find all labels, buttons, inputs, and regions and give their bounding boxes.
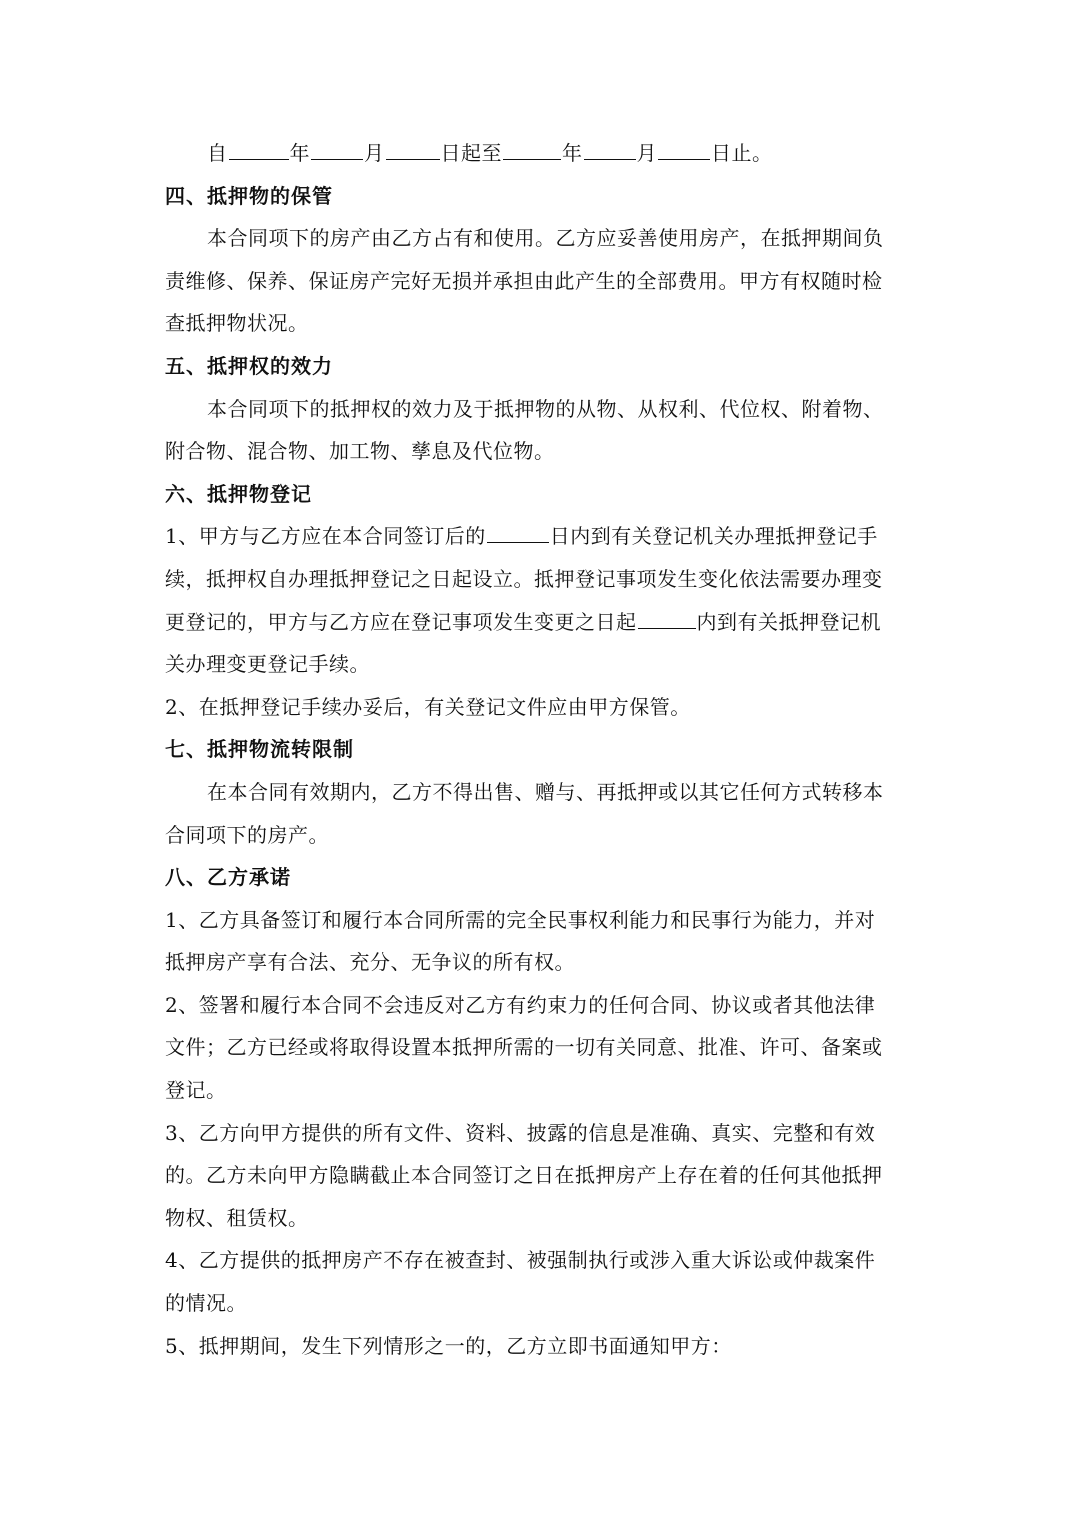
paragraph-line: 续，抵押权自办理抵押登记之日起设立。抵押登记事项发生变化依法需要办理变 bbox=[165, 566, 883, 591]
start-month-blank bbox=[311, 137, 363, 160]
paragraph-line: 抵押房产享有合法、充分、无争议的所有权。 bbox=[165, 950, 575, 975]
year-label: 年 bbox=[289, 141, 310, 165]
paragraph-line: 2、签署和履行本合同不会违反对乙方有约束力的任何合同、协议或者其他法律 bbox=[165, 992, 876, 1017]
date-from-label: 自 bbox=[207, 141, 228, 165]
end-year-blank bbox=[503, 137, 561, 160]
month-label: 月 bbox=[636, 141, 657, 165]
paragraph-line: 本合同项下的房产由乙方占有和使用。乙方应妥善使用房产，在抵押期间负 bbox=[207, 226, 884, 251]
paragraph-line bbox=[165, 601, 917, 644]
change-registration-text-a: 更登记的，甲方与乙方应在登记事项发生变更之日起 bbox=[165, 609, 637, 634]
day-to-label: 日止。 bbox=[711, 141, 773, 165]
paragraph-line: 查抵押物状况。 bbox=[165, 311, 309, 336]
registration-text-b: 日内到有关登记机关办理抵押登记手 bbox=[549, 524, 878, 549]
paragraph-line: 2、在抵押登记手续办妥后，有关登记文件应由甲方保管。 bbox=[165, 694, 691, 719]
paragraph-line: 关办理变更登记手续。 bbox=[165, 652, 370, 677]
section-heading-effect: 五、抵押权的效力 bbox=[165, 353, 333, 378]
month-label: 月 bbox=[364, 141, 385, 165]
registration-days-blank bbox=[487, 520, 549, 543]
paragraph-line: 的。乙方未向甲方隐瞒截止本合同签订之日在抵押房产上存在着的任何其他抵押 bbox=[165, 1163, 883, 1188]
paragraph-line: 合同项下的房产。 bbox=[165, 822, 329, 847]
paragraph-line: 的情况。 bbox=[165, 1291, 247, 1316]
day-from-label: 日起至 bbox=[440, 141, 502, 165]
change-registration-days-blank bbox=[638, 606, 696, 629]
paragraph-line bbox=[165, 515, 917, 558]
paragraph-line: 文件；乙方已经或将取得设置本抵押所需的一切有关同意、批准、许可、备案或 bbox=[165, 1035, 883, 1060]
end-day-blank bbox=[658, 137, 710, 160]
section-heading-party-b-commitments: 八、乙方承诺 bbox=[165, 865, 291, 890]
start-day-blank bbox=[386, 137, 440, 160]
paragraph-line: 在本合同有效期内，乙方不得出售、赠与、再抵押或以其它任何方式转移本 bbox=[207, 779, 884, 804]
paragraph-line: 1、乙方具备签订和履行本合同所需的完全民事权利能力和民事行为能力，并对 bbox=[165, 907, 876, 932]
paragraph-line: 本合同项下的抵押权的效力及于抵押物的从物、从权利、代位权、附着物、 bbox=[207, 396, 884, 421]
year-label: 年 bbox=[562, 141, 583, 165]
paragraph-line: 物权、租赁权。 bbox=[165, 1205, 309, 1230]
paragraph-line: 责维修、保养、保证房产完好无损并承担由此产生的全部费用。甲方有权随时检 bbox=[165, 268, 883, 293]
document-body bbox=[165, 132, 917, 1367]
change-registration-text-b: 内到有关抵押登记机 bbox=[696, 609, 881, 634]
section-heading-registration: 六、抵押物登记 bbox=[165, 481, 312, 506]
paragraph-line: 登记。 bbox=[165, 1078, 227, 1103]
end-month-blank bbox=[584, 137, 636, 160]
date-range-line bbox=[165, 132, 917, 175]
section-heading-transfer-restriction: 七、抵押物流转限制 bbox=[165, 737, 354, 762]
paragraph-line: 附合物、混合物、加工物、孳息及代位物。 bbox=[165, 439, 555, 464]
registration-text-a: 1、甲方与乙方应在本合同签订后的 bbox=[165, 524, 486, 549]
start-year-blank bbox=[229, 137, 289, 160]
paragraph-line: 5、抵押期间，发生下列情形之一的，乙方立即书面通知甲方： bbox=[165, 1333, 732, 1358]
paragraph-line: 4、乙方提供的抵押房产不存在被查封、被强制执行或涉入重大诉讼或仲裁案件 bbox=[165, 1248, 876, 1273]
section-heading-custody: 四、抵押物的保管 bbox=[165, 183, 333, 208]
paragraph-line: 3、乙方向甲方提供的所有文件、资料、披露的信息是准确、真实、完整和有效 bbox=[165, 1120, 876, 1145]
